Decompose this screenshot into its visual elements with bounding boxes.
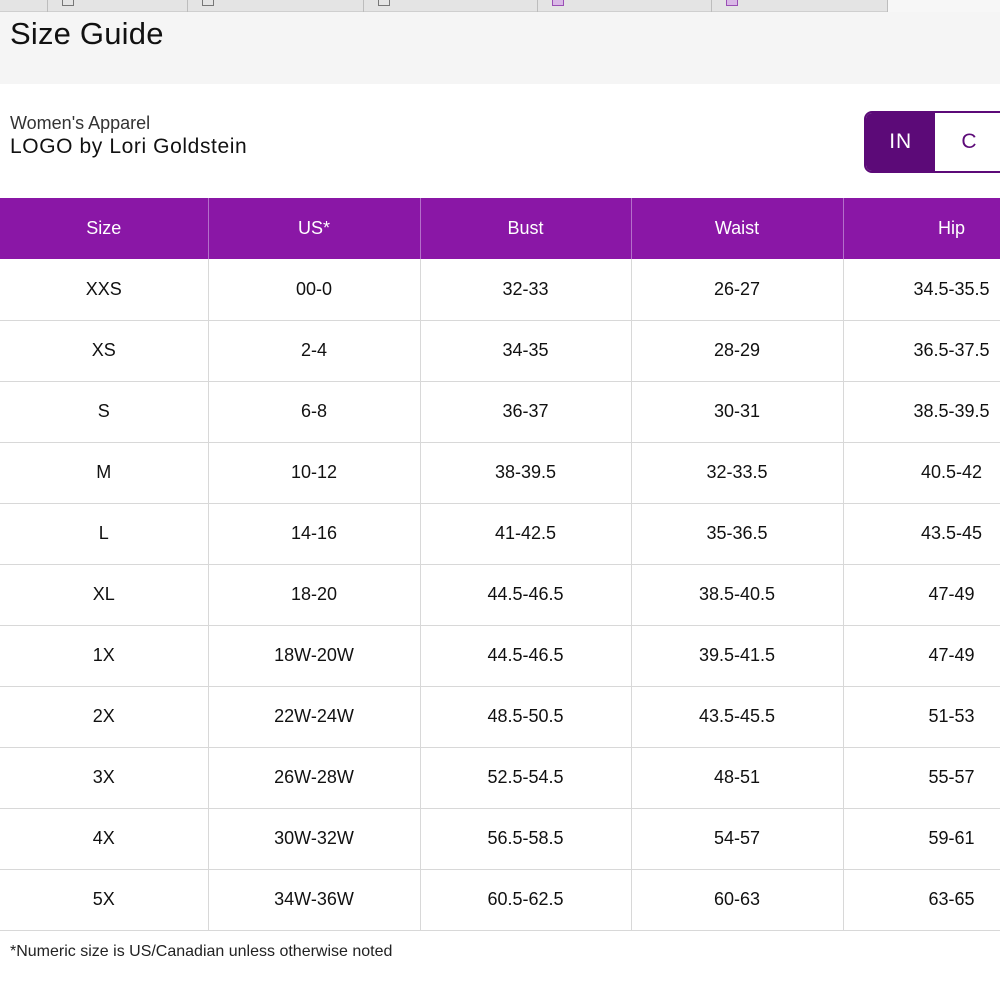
page-icon bbox=[62, 0, 74, 6]
site-favicon-icon bbox=[552, 0, 564, 6]
table-cell: XL bbox=[0, 564, 208, 625]
table-cell: 38.5-40.5 bbox=[631, 564, 843, 625]
browser-tab[interactable] bbox=[712, 0, 888, 12]
table-cell: 47-49 bbox=[843, 564, 1000, 625]
size-footnote: *Numeric size is US/Canadian unless otherwise noted bbox=[10, 943, 393, 960]
table-cell: 43.5-45 bbox=[843, 503, 1000, 564]
table-cell: 5X bbox=[0, 869, 208, 930]
table-cell: XXS bbox=[0, 259, 208, 320]
table-cell: 48-51 bbox=[631, 747, 843, 808]
size-chart-table bbox=[0, 198, 1000, 931]
table-row bbox=[0, 686, 1000, 747]
table-cell: 1X bbox=[0, 625, 208, 686]
table-cell: 39.5-41.5 bbox=[631, 625, 843, 686]
browser-tab[interactable] bbox=[48, 0, 188, 12]
table-row bbox=[0, 442, 1000, 503]
table-cell: 44.5-46.5 bbox=[420, 625, 631, 686]
table-cell: XS bbox=[0, 320, 208, 381]
table-cell: 32-33.5 bbox=[631, 442, 843, 503]
table-row bbox=[0, 503, 1000, 564]
table-cell: 34-35 bbox=[420, 320, 631, 381]
browser-tab[interactable] bbox=[188, 0, 364, 12]
table-cell: 00-0 bbox=[208, 259, 420, 320]
table-cell: 2X bbox=[0, 686, 208, 747]
table-cell: 52.5-54.5 bbox=[420, 747, 631, 808]
page-icon bbox=[378, 0, 390, 6]
table-cell: 56.5-58.5 bbox=[420, 808, 631, 869]
browser-tab[interactable] bbox=[538, 0, 712, 12]
column-header: Waist bbox=[631, 198, 843, 259]
table-cell: 32-33 bbox=[420, 259, 631, 320]
table-cell: 51-53 bbox=[843, 686, 1000, 747]
table-cell: 6-8 bbox=[208, 381, 420, 442]
table-row bbox=[0, 808, 1000, 869]
table-header-row bbox=[0, 198, 1000, 259]
table-cell: 18-20 bbox=[208, 564, 420, 625]
table-cell: 4X bbox=[0, 808, 208, 869]
table-row bbox=[0, 320, 1000, 381]
table-cell: 43.5-45.5 bbox=[631, 686, 843, 747]
table-cell: L bbox=[0, 503, 208, 564]
table-cell: 55-57 bbox=[843, 747, 1000, 808]
table-cell: 47-49 bbox=[843, 625, 1000, 686]
table-cell: 3X bbox=[0, 747, 208, 808]
table-cell: 30-31 bbox=[631, 381, 843, 442]
table-cell: 35-36.5 bbox=[631, 503, 843, 564]
table-row bbox=[0, 259, 1000, 320]
browser-tab-active[interactable] bbox=[888, 0, 1000, 12]
table-cell: 48.5-50.5 bbox=[420, 686, 631, 747]
table-cell: 30W-32W bbox=[208, 808, 420, 869]
table-row bbox=[0, 625, 1000, 686]
table-cell: 2-4 bbox=[208, 320, 420, 381]
browser-tab-strip bbox=[0, 0, 1000, 12]
table-cell: 36-37 bbox=[420, 381, 631, 442]
table-cell: 54-57 bbox=[631, 808, 843, 869]
size-guide-header bbox=[0, 12, 1000, 84]
unit-option-in[interactable]: IN bbox=[866, 113, 935, 171]
table-cell: 44.5-46.5 bbox=[420, 564, 631, 625]
table-cell: M bbox=[0, 442, 208, 503]
browser-tab[interactable] bbox=[364, 0, 538, 12]
table-cell: 22W-24W bbox=[208, 686, 420, 747]
table-cell: 60.5-62.5 bbox=[420, 869, 631, 930]
table-cell: 59-61 bbox=[843, 808, 1000, 869]
table-cell: 38-39.5 bbox=[420, 442, 631, 503]
table-cell: 28-29 bbox=[631, 320, 843, 381]
table-cell: S bbox=[0, 381, 208, 442]
table-cell: 60-63 bbox=[631, 869, 843, 930]
table-row bbox=[0, 564, 1000, 625]
brand-category: Women's Apparel bbox=[10, 113, 151, 133]
table-cell: 14-16 bbox=[208, 503, 420, 564]
table-cell: 41-42.5 bbox=[420, 503, 631, 564]
table-cell: 18W-20W bbox=[208, 625, 420, 686]
browser-tab[interactable] bbox=[0, 0, 48, 12]
site-favicon-icon bbox=[726, 0, 738, 6]
column-header: Hip bbox=[843, 198, 1000, 259]
table-cell: 26W-28W bbox=[208, 747, 420, 808]
table-cell: 34W-36W bbox=[208, 869, 420, 930]
column-header: Bust bbox=[420, 198, 631, 259]
table-cell: 26-27 bbox=[631, 259, 843, 320]
table-cell: 10-12 bbox=[208, 442, 420, 503]
unit-toggle bbox=[864, 111, 1000, 173]
page-title: Size Guide bbox=[10, 16, 164, 51]
table-cell: 63-65 bbox=[843, 869, 1000, 930]
table-row bbox=[0, 747, 1000, 808]
table-row bbox=[0, 381, 1000, 442]
table-cell: 38.5-39.5 bbox=[843, 381, 1000, 442]
column-header: Size bbox=[0, 198, 208, 259]
table-row bbox=[0, 869, 1000, 930]
brand-name: LOGO by Lori Goldstein bbox=[10, 135, 248, 158]
page-icon bbox=[202, 0, 214, 6]
column-header: US* bbox=[208, 198, 420, 259]
unit-option-cm[interactable]: C bbox=[935, 113, 1000, 171]
table-cell: 36.5-37.5 bbox=[843, 320, 1000, 381]
table-cell: 40.5-42 bbox=[843, 442, 1000, 503]
table-cell: 34.5-35.5 bbox=[843, 259, 1000, 320]
